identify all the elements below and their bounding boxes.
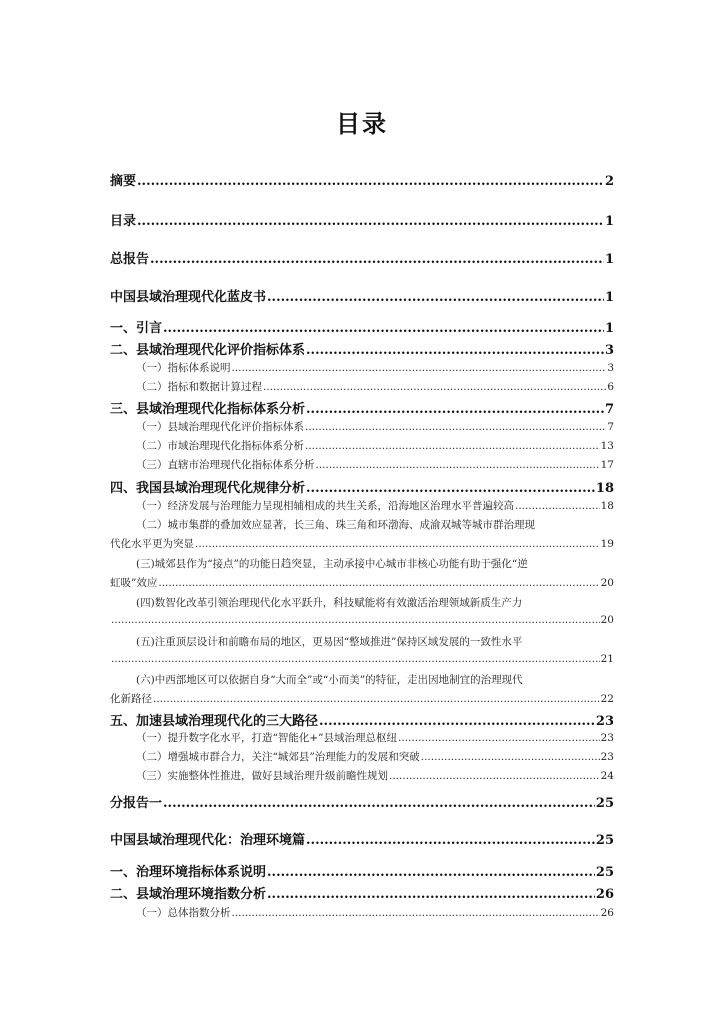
toc-entry[interactable] (110, 883, 614, 903)
toc-entry-page: 18 (600, 500, 614, 512)
toc-entry-page: 20 (600, 577, 614, 589)
toc-subentry-continuation[interactable] (110, 653, 614, 673)
toc-subentry-continuation[interactable] (110, 691, 614, 711)
toc-entry[interactable] (110, 317, 614, 337)
toc-entry-page: 26 (595, 887, 614, 902)
toc-entry-page: 1 (604, 321, 614, 336)
dot-leader (267, 887, 595, 902)
toc-entry-text: （二）增强城市群合力，关注“城郊县”治理能力的发展和突破 (136, 751, 420, 763)
toc-entry-text: 摘要 (110, 174, 137, 189)
toc-entry-text: 化新路径 (110, 693, 152, 705)
toc-entry-text: （三）直辖市治理现代化指标体系分析 (136, 459, 315, 471)
toc-entry-page: 17 (600, 459, 614, 471)
toc-entry-page: 7 (607, 421, 614, 433)
toc-entry[interactable] (110, 792, 614, 812)
toc-subentry-first-line[interactable]: (三)城郊县作为“接点”的功能日趋突显，主动承接中心城市非核心功能有助于强化“逆 (136, 558, 528, 570)
dot-leader (305, 421, 606, 433)
dot-leader (232, 362, 607, 374)
toc-entry[interactable] (110, 210, 614, 230)
toc-entry-text: 中国县域治理现代化蓝皮书 (110, 290, 267, 305)
dot-leader (195, 538, 600, 550)
dot-leader (137, 214, 604, 229)
toc-entry-page: 3 (604, 343, 614, 358)
toc-entry-page: 7 (604, 402, 614, 417)
toc-entry-text: （一）提升数字化水平，打造“智能化+”县域治理总枢纽 (136, 732, 398, 744)
dot-leader (153, 693, 600, 705)
dot-leader (306, 402, 604, 417)
dot-leader (319, 714, 595, 729)
toc-entry-text: （三）实施整体性推进，做好县域治理升级前瞻性规划 (136, 770, 388, 782)
toc-entry-page: 21 (600, 653, 614, 665)
toc-entry-page: 25 (595, 833, 614, 848)
dot-leader (421, 751, 600, 763)
dot-leader (111, 653, 600, 665)
dot-leader (316, 459, 600, 471)
dot-leader (267, 290, 604, 305)
toc-entry-page: 24 (600, 770, 614, 782)
toc-subentry-continuation[interactable] (110, 614, 614, 634)
toc-entry-page: 25 (595, 796, 614, 811)
dot-leader (267, 865, 595, 880)
toc-entry-page: 22 (600, 693, 614, 705)
toc-entry-text: 一、治理环境指标体系说明 (110, 865, 267, 880)
dot-leader (158, 577, 599, 589)
toc-entry[interactable] (110, 477, 614, 497)
toc-subentry-first-line[interactable]: (四)数智化改革引领治理现代化水平跃升，科技赋能将有效激活治理领域新质生产力 (136, 597, 523, 609)
toc-entry-text: 四、我国县域治理现代化规律分析 (110, 481, 306, 496)
toc-entry-page: 1 (604, 214, 614, 229)
toc-entry-page: 13 (600, 440, 614, 452)
toc-subentry[interactable] (110, 419, 614, 439)
toc-entry[interactable] (110, 861, 614, 881)
dot-leader (111, 614, 600, 626)
toc-entry[interactable] (110, 170, 614, 190)
toc-entry-page: 25 (595, 865, 614, 880)
toc-entry-text: （一）县域治理现代化评价指标体系 (136, 421, 304, 433)
toc-entry[interactable] (110, 829, 614, 849)
toc-entry[interactable] (110, 710, 614, 730)
toc-entry-page: 26 (600, 907, 614, 919)
dot-leader (263, 381, 606, 393)
toc-entry-page: 20 (600, 614, 614, 626)
toc-subentry-first-line[interactable]: (六)中西部地区可以依据自身“大而全”或“小而美”的特征，走出因地制宜的治理现代 (136, 674, 523, 686)
dot-leader (137, 174, 604, 189)
toc-entry-page: 1 (604, 290, 614, 305)
toc-subentry-first-line[interactable]: （二）城市集群的叠加效应显著，长三角、珠三角和环渤海、成渝双城等城市群治理现 (136, 519, 535, 531)
dot-leader (150, 252, 604, 267)
toc-entry-text: 中国县域治理现代化：治理环境篇 (110, 833, 306, 848)
toc-entry-text: 虹吸”效应 (110, 577, 158, 589)
toc-subentry[interactable] (110, 379, 614, 399)
toc-subentry-first-line[interactable]: (五)注重顶层设计和前瞻布局的地区，更易因“整域推进”保持区域发展的一致性水平 (136, 636, 523, 648)
toc-subentry[interactable] (110, 457, 614, 477)
toc-entry-page: 2 (604, 174, 614, 189)
toc-entry-text: 代化水平更为突显 (110, 538, 194, 550)
toc-entry[interactable] (110, 339, 614, 359)
toc-subentry[interactable] (110, 360, 614, 380)
dot-leader (306, 481, 595, 496)
toc-subentry-continuation[interactable] (110, 575, 614, 595)
toc-entry[interactable] (110, 398, 614, 418)
toc-subentry[interactable] (110, 905, 614, 925)
toc-subentry-continuation[interactable] (110, 536, 614, 556)
toc-subentry[interactable] (110, 498, 614, 518)
dot-leader (306, 833, 595, 848)
toc-subentry[interactable] (110, 749, 614, 769)
toc-entry-page: 3 (607, 362, 614, 374)
dot-leader (515, 500, 600, 512)
toc-entry-page: 1 (604, 252, 614, 267)
dot-leader (163, 796, 595, 811)
toc-entry-text: （一）指标体系说明 (136, 362, 231, 374)
dot-leader (232, 907, 600, 919)
dot-leader (163, 321, 604, 336)
toc-entry-page: 6 (607, 381, 614, 393)
toc-entry-text: 三、县域治理现代化指标体系分析 (110, 402, 306, 417)
toc-entry[interactable] (110, 286, 614, 306)
toc-entry-text: （二）市域治理现代化指标体系分析 (136, 440, 304, 452)
toc-entry-page: 19 (600, 538, 614, 550)
toc-entry-text: 目录 (110, 214, 137, 229)
dot-leader (389, 770, 600, 782)
toc-entry-page: 23 (600, 751, 614, 763)
dot-leader (398, 732, 600, 744)
toc-entry-text: 总报告 (110, 252, 150, 267)
toc-entry-text: 五、加速县域治理现代化的三大路径 (110, 714, 319, 729)
dot-leader (306, 343, 604, 358)
toc-entry-text: （一）总体指数分析 (136, 907, 231, 919)
toc-entry-text: 二、县域治理环境指数分析 (110, 887, 267, 902)
toc-entry-text: （一）经济发展与治理能力呈现相辅相成的共生关系，沿海地区治理水平普遍较高 (136, 500, 514, 512)
toc-entry-page: 18 (595, 481, 614, 496)
toc-entry[interactable] (110, 248, 614, 268)
toc-entry-text: 分报告一 (110, 796, 163, 811)
toc-subentry[interactable] (110, 730, 614, 750)
toc-entry-text: 二、县域治理现代化评价指标体系 (110, 343, 306, 358)
page-title: 目录 (336, 109, 388, 138)
dot-leader (305, 440, 600, 452)
toc-entry-page: 23 (600, 732, 614, 744)
toc-subentry[interactable] (110, 438, 614, 458)
toc-entry-text: （二）指标和数据计算过程 (136, 381, 262, 393)
toc-entry-page: 23 (595, 714, 614, 729)
toc-entry-text: 一、引言 (110, 321, 163, 336)
toc-subentry[interactable] (110, 768, 614, 788)
